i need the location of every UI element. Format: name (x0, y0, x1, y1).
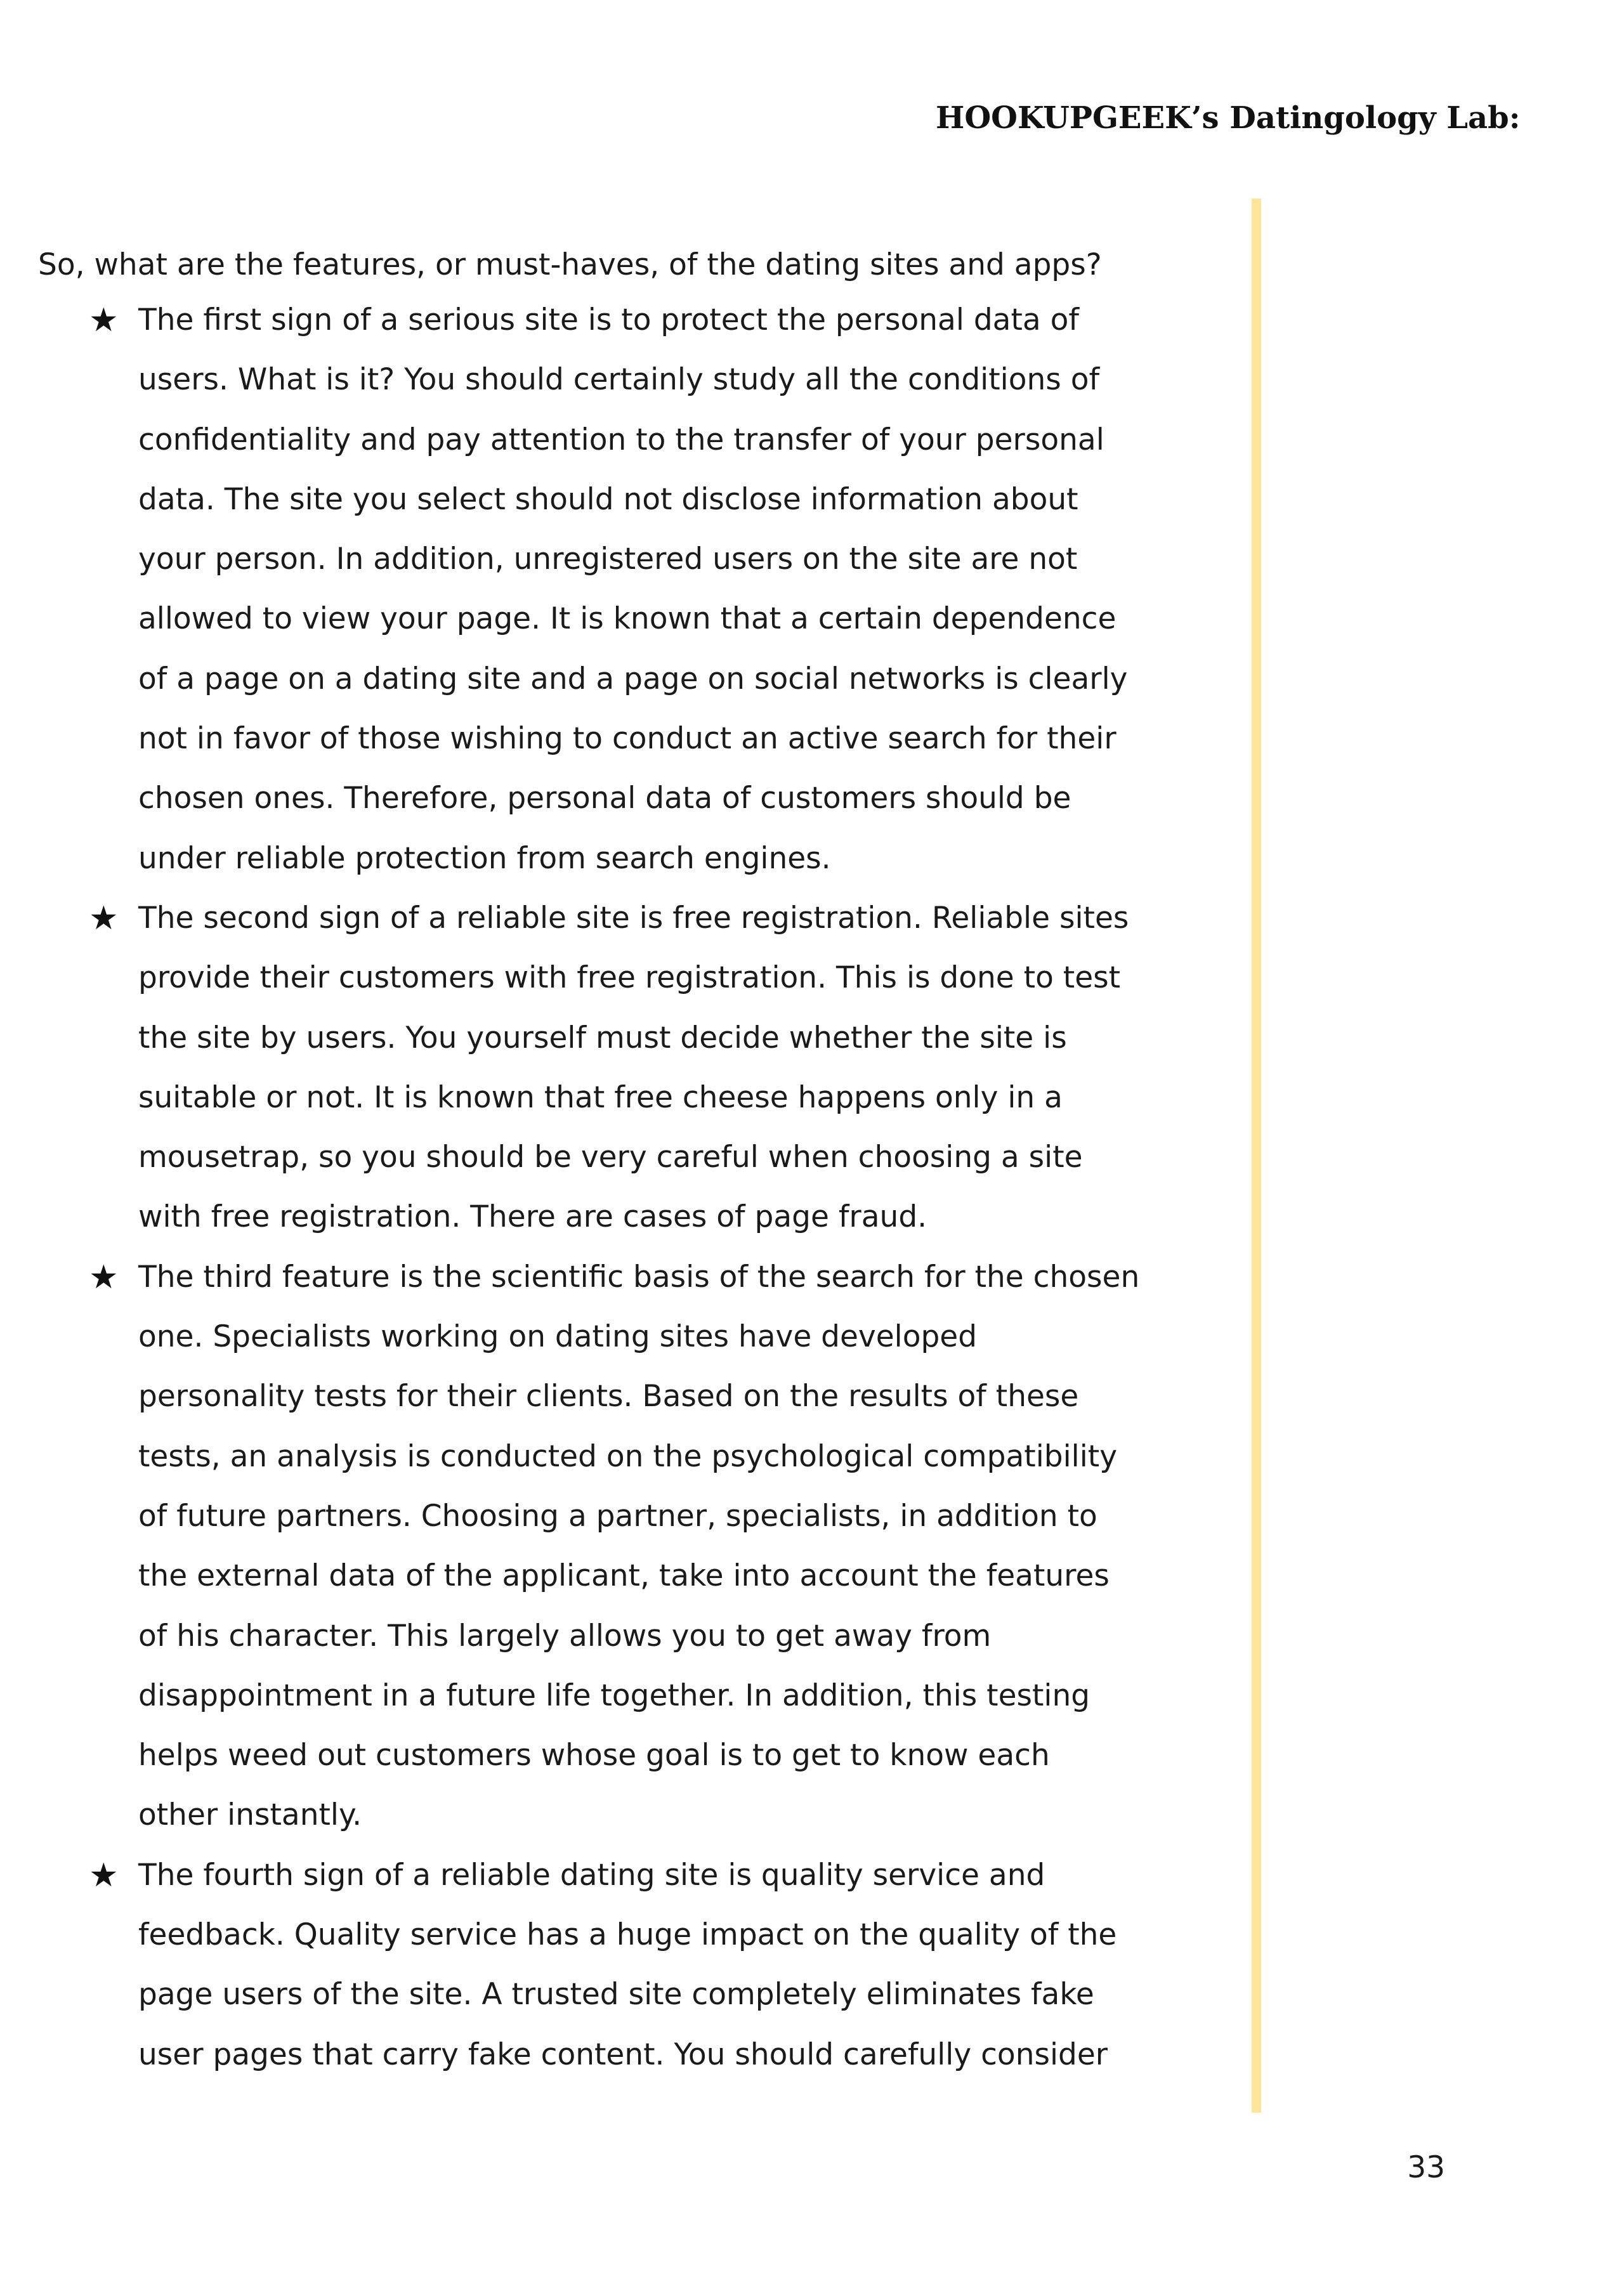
bullet-text-line: the site by users. You yourself must decide whether the site is (138, 1020, 1067, 1055)
bullet-text-line: the external data of the applicant, take into account the features (138, 1558, 1110, 1594)
bullet-text-line: confidentiality and pay attention to the transfer of your personal (138, 422, 1104, 457)
star-icon: ★ (89, 301, 119, 339)
page-number: 33 (1407, 2150, 1445, 2185)
bullet-text-line: The fourth sign of a reliable dating site is quality service and (138, 1857, 1045, 1893)
bullet-item (0, 290, 1218, 889)
bullet-text-line: The third feature is the scientific basis of the search for the chosen (138, 1259, 1140, 1295)
feature-bullet-list (0, 290, 1218, 2085)
accent-side-bar (1252, 199, 1261, 2113)
bullet-text-line: helps weed out customers whose goal is to get to know each (138, 1738, 1050, 1773)
bullet-text-line: disappointment in a future life together. In addition, this testing (138, 1678, 1090, 1713)
bullet-text-line: other instantly. (138, 1797, 362, 1833)
bullet-text-line: not in favor of those wishing to conduct an active search for their (138, 721, 1116, 757)
bullet-text-line: of future partners. Choosing a partner, specialists, in addition to (138, 1498, 1097, 1534)
bullet-text-line: under reliable protection from search engines. (138, 840, 831, 876)
page-header-title: HOOKUPGEEK’s Datingology Lab: (936, 100, 1521, 136)
bullet-item (0, 889, 1218, 1248)
bullet-text-line: The second sign of a reliable site is free registration. Reliable sites (138, 900, 1129, 936)
bullet-item (0, 1846, 1218, 2085)
star-icon: ★ (89, 1258, 119, 1296)
bullet-text-line: provide their customers with free registration. This is done to test (138, 960, 1121, 996)
star-icon: ★ (89, 1856, 119, 1895)
bullet-text-line: users. What is it? You should certainly study all the conditions of (138, 362, 1099, 398)
bullet-text-line: feedback. Quality service has a huge impact on the quality of the (138, 1917, 1117, 1953)
bullet-text-line: of a page on a dating site and a page on social networks is clearly (138, 661, 1128, 696)
bullet-text-line: of his character. This largely allows you to get away from (138, 1618, 992, 1654)
bullet-text-line: with free registration. There are cases of page fraud. (138, 1199, 927, 1235)
bullet-text-line: mousetrap, so you should be very careful when choosing a site (138, 1140, 1083, 1175)
bullet-text-line: data. The site you select should not disclose information about (138, 481, 1078, 517)
intro-paragraph: So, what are the features, or must-haves, of the dating sites and apps? (38, 247, 1102, 282)
bullet-text-line: tests, an analysis is conducted on the psychological compatibility (138, 1438, 1118, 1474)
bullet-text-line: allowed to view your page. It is known that a certain dependence (138, 601, 1116, 637)
bullet-text-line: chosen ones. Therefore, personal data of customers should be (138, 781, 1071, 816)
star-icon: ★ (89, 899, 119, 937)
bullet-item (0, 1248, 1218, 1846)
bullet-text-line: personality tests for their clients. Based on the results of these (138, 1379, 1079, 1414)
bullet-text-line: one. Specialists working on dating sites have developed (138, 1319, 978, 1355)
bullet-text-line: page users of the site. A trusted site completely eliminates fake (138, 1977, 1094, 2012)
bullet-text-line: suitable or not. It is known that free cheese happens only in a (138, 1080, 1063, 1115)
bullet-text-line: user pages that carry fake content. You should carefully consider (138, 2037, 1108, 2072)
bullet-text-line: The first sign of a serious site is to protect the personal data of (138, 303, 1079, 337)
bullet-text-line: your person. In addition, unregistered users on the site are not (138, 542, 1078, 577)
